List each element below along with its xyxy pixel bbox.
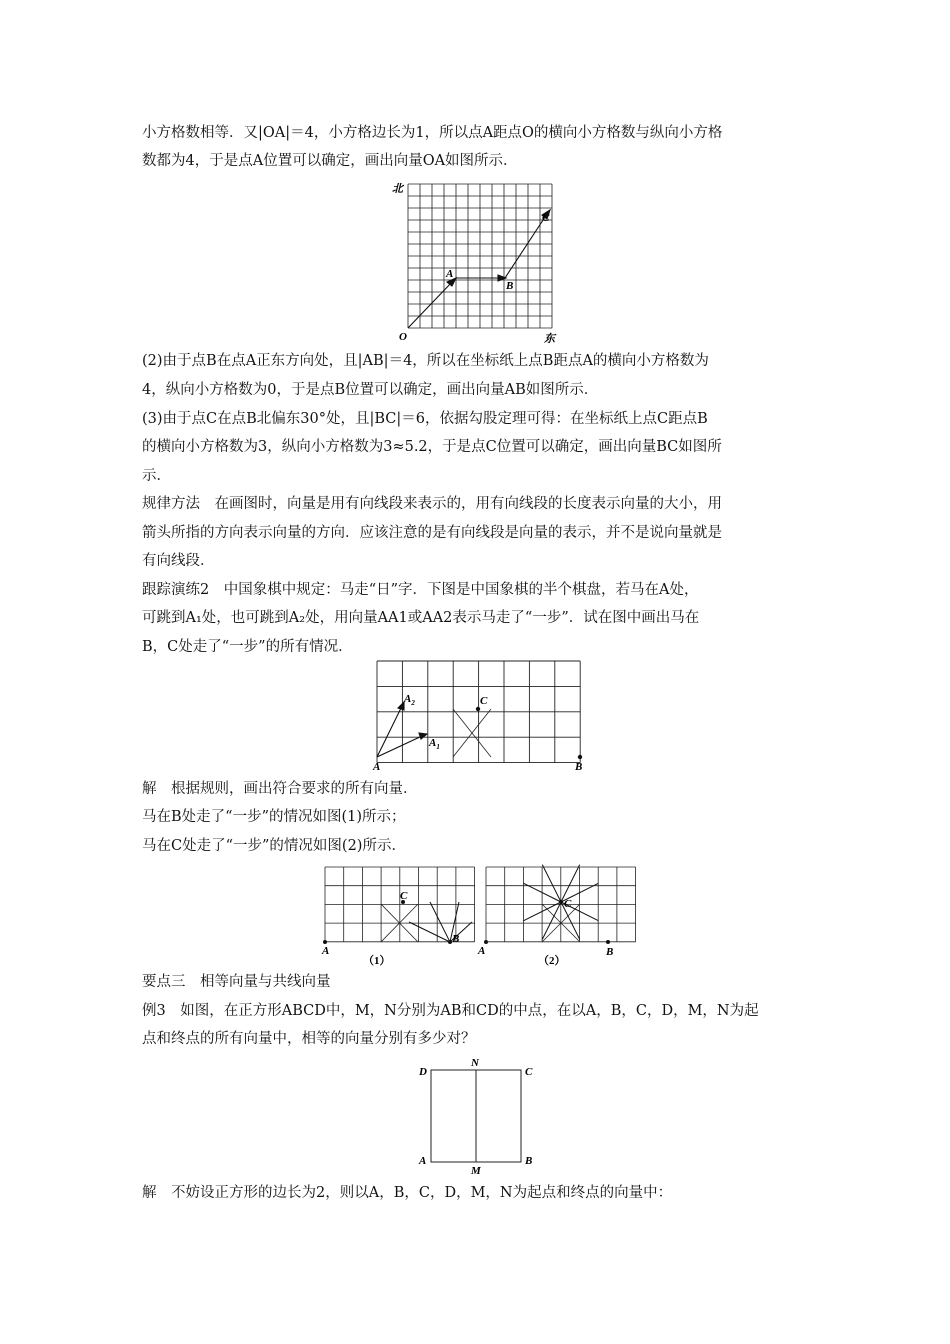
- text-line: 例3 如图，在正方形ABCD中，M，N分别为AB和CD的中点，在以A，B，C，D，M，N为起: [142, 1003, 759, 1019]
- point-C-label: C: [542, 212, 550, 224]
- point-B-label: B: [506, 280, 514, 292]
- point-B-dot: [578, 755, 582, 759]
- point-M-label: M: [471, 1165, 481, 1177]
- text-line: 4，纵向小方格数为0，于是点B位置可以确定，画出向量AB如图所示．: [142, 382, 599, 398]
- text-line: B，C处走了“一步”的所有情况．: [142, 639, 353, 655]
- point-B-label: B: [575, 761, 583, 773]
- point-A-dot-1: [323, 940, 327, 944]
- text-line: (3)由于点C在点B北偏东30°处，且|BC|＝6，依据勾股定理可得：在坐标纸上点C距点B: [142, 411, 708, 427]
- point-A-label-2: A: [478, 945, 486, 957]
- point-A-dot-2: [484, 940, 488, 944]
- text-line: 点和终点的所有向量中，相等的向量分别有多少对？: [142, 1031, 476, 1047]
- north-label: 北: [392, 183, 403, 195]
- point-B-label: B: [525, 1155, 533, 1167]
- point-C-label: C: [480, 695, 488, 707]
- text-line: 数都为4，于是点A位置可以确定，画出向量OA如图所示．: [142, 153, 518, 169]
- point-C-dot-2: [559, 900, 563, 904]
- text-line: 马在C处走了“一步”的情况如图(2)所示．: [142, 838, 406, 854]
- text-line: 规律方法 在画图时，向量是用有向线段来表示的，用有向线段的长度表示向量的大小，用: [142, 496, 722, 512]
- grid-figure-north-east: [390, 180, 560, 345]
- text-line: 解 根据规则，画出符合要求的所有向量．: [142, 781, 418, 797]
- text-line: 跟踪演练2 中国象棋中规定：马走“日”字．下图是中国象棋的半个棋盘，若马在A处，: [142, 582, 699, 598]
- caption-1: （1）: [363, 955, 391, 967]
- point-N-label: N: [471, 1058, 479, 1069]
- point-O-label: O: [399, 331, 407, 343]
- text-line: (2)由于点B在点A正东方向处，且|AB|＝4，所以在坐标纸上点B距点A的横向小方格数为: [142, 353, 709, 369]
- point-A-label: A: [419, 1155, 427, 1167]
- point-B-dot-2: [606, 940, 610, 944]
- caption-2: （2）: [538, 955, 566, 967]
- text-line: 的横向小方格数为3，纵向小方格数为3≈5.2，于是点C位置可以确定，画出向量BC如图所: [142, 439, 722, 455]
- text-line: 可跳到A₁处，也可跳到A₂处，用向量AA1或AA2表示马走了“一步”．试在图中画出马在: [142, 610, 700, 626]
- section-heading: 要点三 相等向量与共线向量: [142, 974, 331, 990]
- point-A-label: A: [446, 268, 454, 280]
- palace-diagonals: [453, 709, 491, 757]
- point-A-label: A: [373, 761, 381, 773]
- text-line: 马在B处走了“一步”的情况如图(1)所示；: [142, 809, 406, 825]
- chessboard-figure-pair: [318, 862, 638, 972]
- board-2: [486, 867, 636, 942]
- point-A2-label: $A_2$: [404, 693, 415, 707]
- text-line: 箭头所指的方向表示向量的方向．应该注意的是有向线段是向量的表示，并不是说向量就是: [142, 525, 722, 541]
- text-line: 解 不妨设正方形的边长为2，则以A，B，C，D，M，N为起点和终点的向量中：: [142, 1185, 673, 1201]
- text-line: 小方格数相等．又|OA|＝4，小方格边长为1，所以点A距点O的横向小方格数与纵向小方格: [142, 125, 723, 141]
- knight-move-vector: [561, 865, 580, 902]
- vector-OA: [408, 281, 453, 328]
- grid-lines: [408, 184, 552, 328]
- point-D-label: D: [419, 1066, 427, 1078]
- knight-move-vector: [542, 865, 561, 902]
- point-C-label-2: C: [564, 898, 572, 910]
- point-C-label-1: C: [400, 890, 408, 902]
- point-B-label-2: B: [606, 946, 614, 958]
- board-lines: [377, 661, 580, 763]
- point-B-label-1: B: [452, 933, 460, 945]
- vector-arrows: [408, 210, 550, 328]
- point-A-label-1: A: [322, 945, 330, 957]
- point-A1-label: $A_1$: [429, 737, 440, 751]
- chessboard-figure: [370, 658, 590, 773]
- east-label: 东: [544, 333, 555, 345]
- text-line: 有向线段．: [142, 553, 215, 569]
- text-line: 示．: [142, 468, 171, 484]
- square-ABCD-figure: [415, 1058, 545, 1178]
- point-C-label: C: [525, 1066, 533, 1078]
- point-C-dot: [476, 707, 480, 711]
